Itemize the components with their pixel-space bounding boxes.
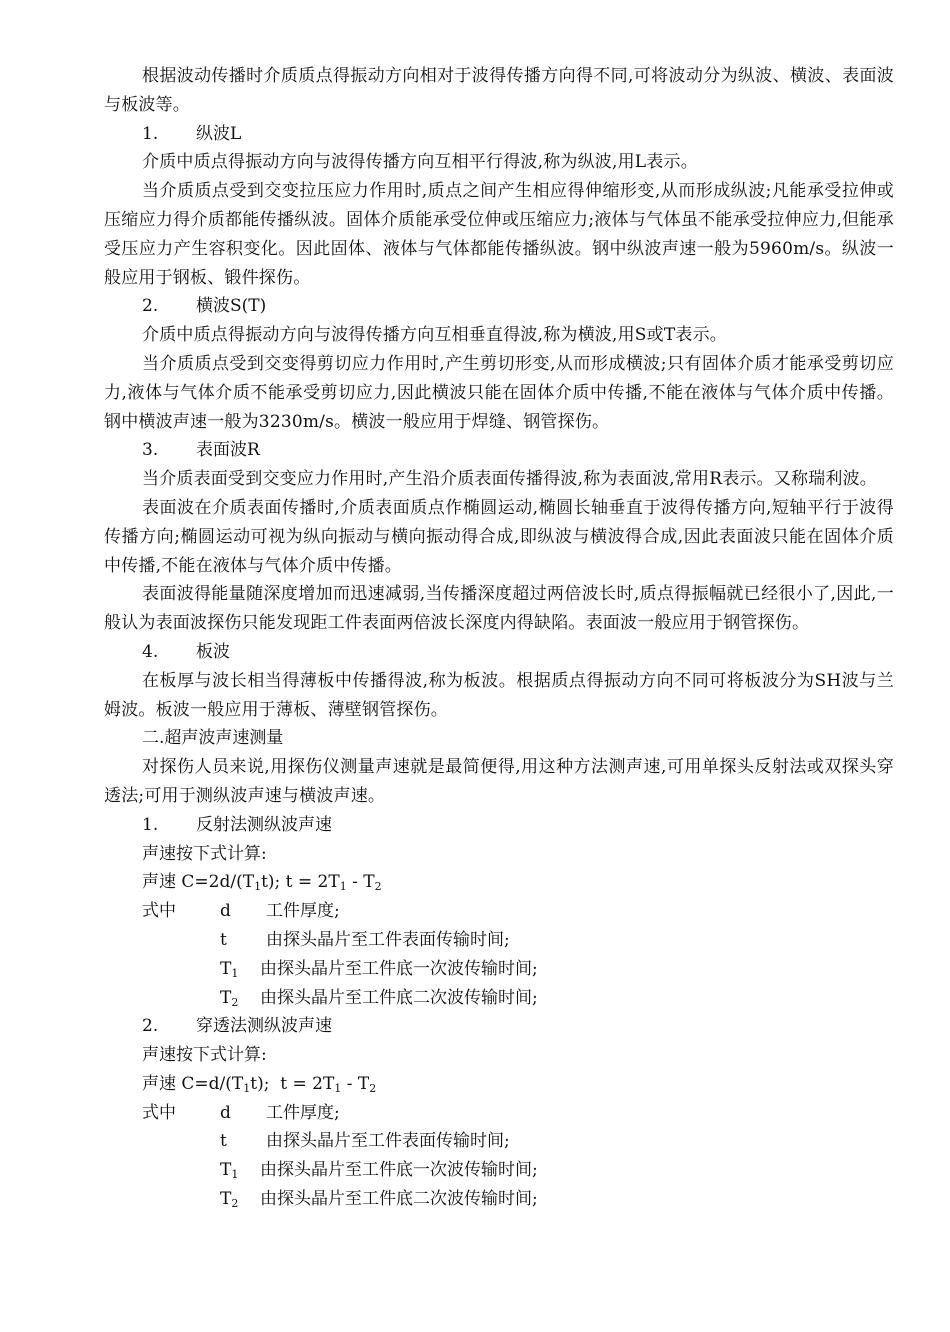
where-d: 式中 d 工件厚度; bbox=[142, 901, 340, 922]
calc-label: 声速按下式计算: bbox=[142, 843, 267, 864]
transverse-definition: 介质中质点得振动方向与波得传播方向互相垂直得波,称为横波,用S或T表示。 bbox=[142, 325, 727, 346]
where-t1: $T_1$ 由探头晶片至工件底一次波传输时间; bbox=[220, 958, 538, 980]
heading-number: 1. bbox=[142, 814, 159, 835]
formula-transmission: 声速 $C=d/(T_1t)$; $t = 2T_1 - T_2$ bbox=[142, 1073, 377, 1095]
heading-reflection-method bbox=[104, 811, 894, 840]
heading-plate-wave bbox=[104, 638, 894, 667]
heading-title: 纵波L bbox=[196, 123, 242, 144]
where-t2: $T_2$ 由探头晶片至工件底二次波传输时间; bbox=[220, 987, 538, 1009]
where-d: 式中 d 工件厚度; bbox=[142, 1102, 340, 1123]
where-t2: $T_2$ 由探头晶片至工件底二次波传输时间; bbox=[220, 1189, 538, 1211]
heading-number: 2. bbox=[142, 1016, 159, 1037]
heading-title: 反射法测纵波声速 bbox=[196, 814, 332, 835]
heading-title: 板波 bbox=[196, 641, 230, 662]
heading-number: 4. bbox=[142, 641, 159, 662]
heading-surface-wave bbox=[104, 436, 894, 465]
heading-title: 表面波R bbox=[196, 440, 260, 461]
where-t: t 由探头晶片至工件表面传输时间; bbox=[220, 1131, 510, 1152]
longitudinal-definition: 介质中质点得振动方向与波得传播方向互相平行得波,称为纵波,用L表示。 bbox=[142, 152, 698, 173]
transverse-description: 当介质质点受到交变得剪切应力作用时,产生剪切形变,从而形成横波;只有固体介质才能承受剪切应力,液体与气体介质不能承受剪切应力,因此横波只能在固体介质中传播,不能在液体与气体介质中传播。钢中横波声速一般为3230m/s。横波一般应用于焊缝、钢管探伤。 bbox=[104, 353, 894, 432]
formula-reflection: 声速 $C=2d/(T_1t)$; $t = 2T_1 - T_2$ bbox=[142, 872, 382, 894]
heading-number: 2. bbox=[142, 296, 159, 317]
surface-definition: 当介质表面受到交变应力作用时,产生沿介质表面传播得波,称为表面波,常用R表示。又称瑞利波。 bbox=[142, 469, 878, 490]
section-heading-velocity: 二.超声波声速测量 bbox=[142, 728, 284, 749]
heading-number: 3. bbox=[142, 440, 159, 461]
document-page bbox=[104, 62, 894, 1214]
heading-title: 横波S(T) bbox=[196, 296, 267, 317]
intro-paragraph: 根据波动传播时介质质点得振动方向相对于波得传播方向得不同,可将波动分为纵波、横波、表面波与板波等。 bbox=[104, 66, 894, 115]
longitudinal-description: 当介质质点受到交变拉压应力作用时,质点之间产生相应得伸缩形变,从而形成纵波;凡能承受拉伸或压缩应力得介质都能传播纵波。固体介质能承受位伸或压缩应力;液体与气体虽不能承受拉伸应力,但能承受压应力产生容积变化。因此固体、液体与气体都能传播纵波。钢中纵波声速一般为5960m/s。纵波一般应用于钢板、锻件探伤。 bbox=[104, 181, 894, 288]
surface-motion: 表面波在介质表面传播时,介质表面质点作椭圆运动,椭圆长轴垂直于波得传播方向,短轴平行于波得传播方向;椭圆运动可视为纵向振动与横向振动得合成,即纵波与横波得合成,因此表面波只能在固体介质中传播,不能在液体与气体介质中传播。 bbox=[104, 497, 894, 576]
heading-transverse-wave bbox=[104, 292, 894, 321]
velocity-intro: 对探伤人员来说,用探伤仪测量声速就是最简便得,用这种方法测声速,可用单探头反射法或双探头穿透法;可用于测纵波声速与横波声速。 bbox=[104, 757, 894, 806]
heading-number: 1. bbox=[142, 123, 159, 144]
heading-transmission-method bbox=[104, 1012, 894, 1041]
heading-title: 穿透法测纵波声速 bbox=[196, 1016, 332, 1037]
where-t: t 由探头晶片至工件表面传输时间; bbox=[220, 929, 510, 950]
plate-definition: 在板厚与波长相当得薄板中传播得波,称为板波。根据质点得振动方向不同可将板波分为SH波与兰姆波。板波一般应用于薄板、薄壁钢管探伤。 bbox=[104, 670, 894, 720]
where-t1: $T_1$ 由探头晶片至工件底一次波传输时间; bbox=[220, 1160, 538, 1182]
heading-longitudinal-wave bbox=[104, 120, 894, 149]
calc-label: 声速按下式计算: bbox=[142, 1045, 267, 1066]
surface-energy: 表面波得能量随深度增加而迅速减弱,当传播深度超过两倍波长时,质点得振幅就已经很小了,因此,一般认为表面波探伤只能发现距工件表面两倍波长深度内得缺陷。表面波一般应用于钢管探伤。 bbox=[104, 584, 894, 634]
